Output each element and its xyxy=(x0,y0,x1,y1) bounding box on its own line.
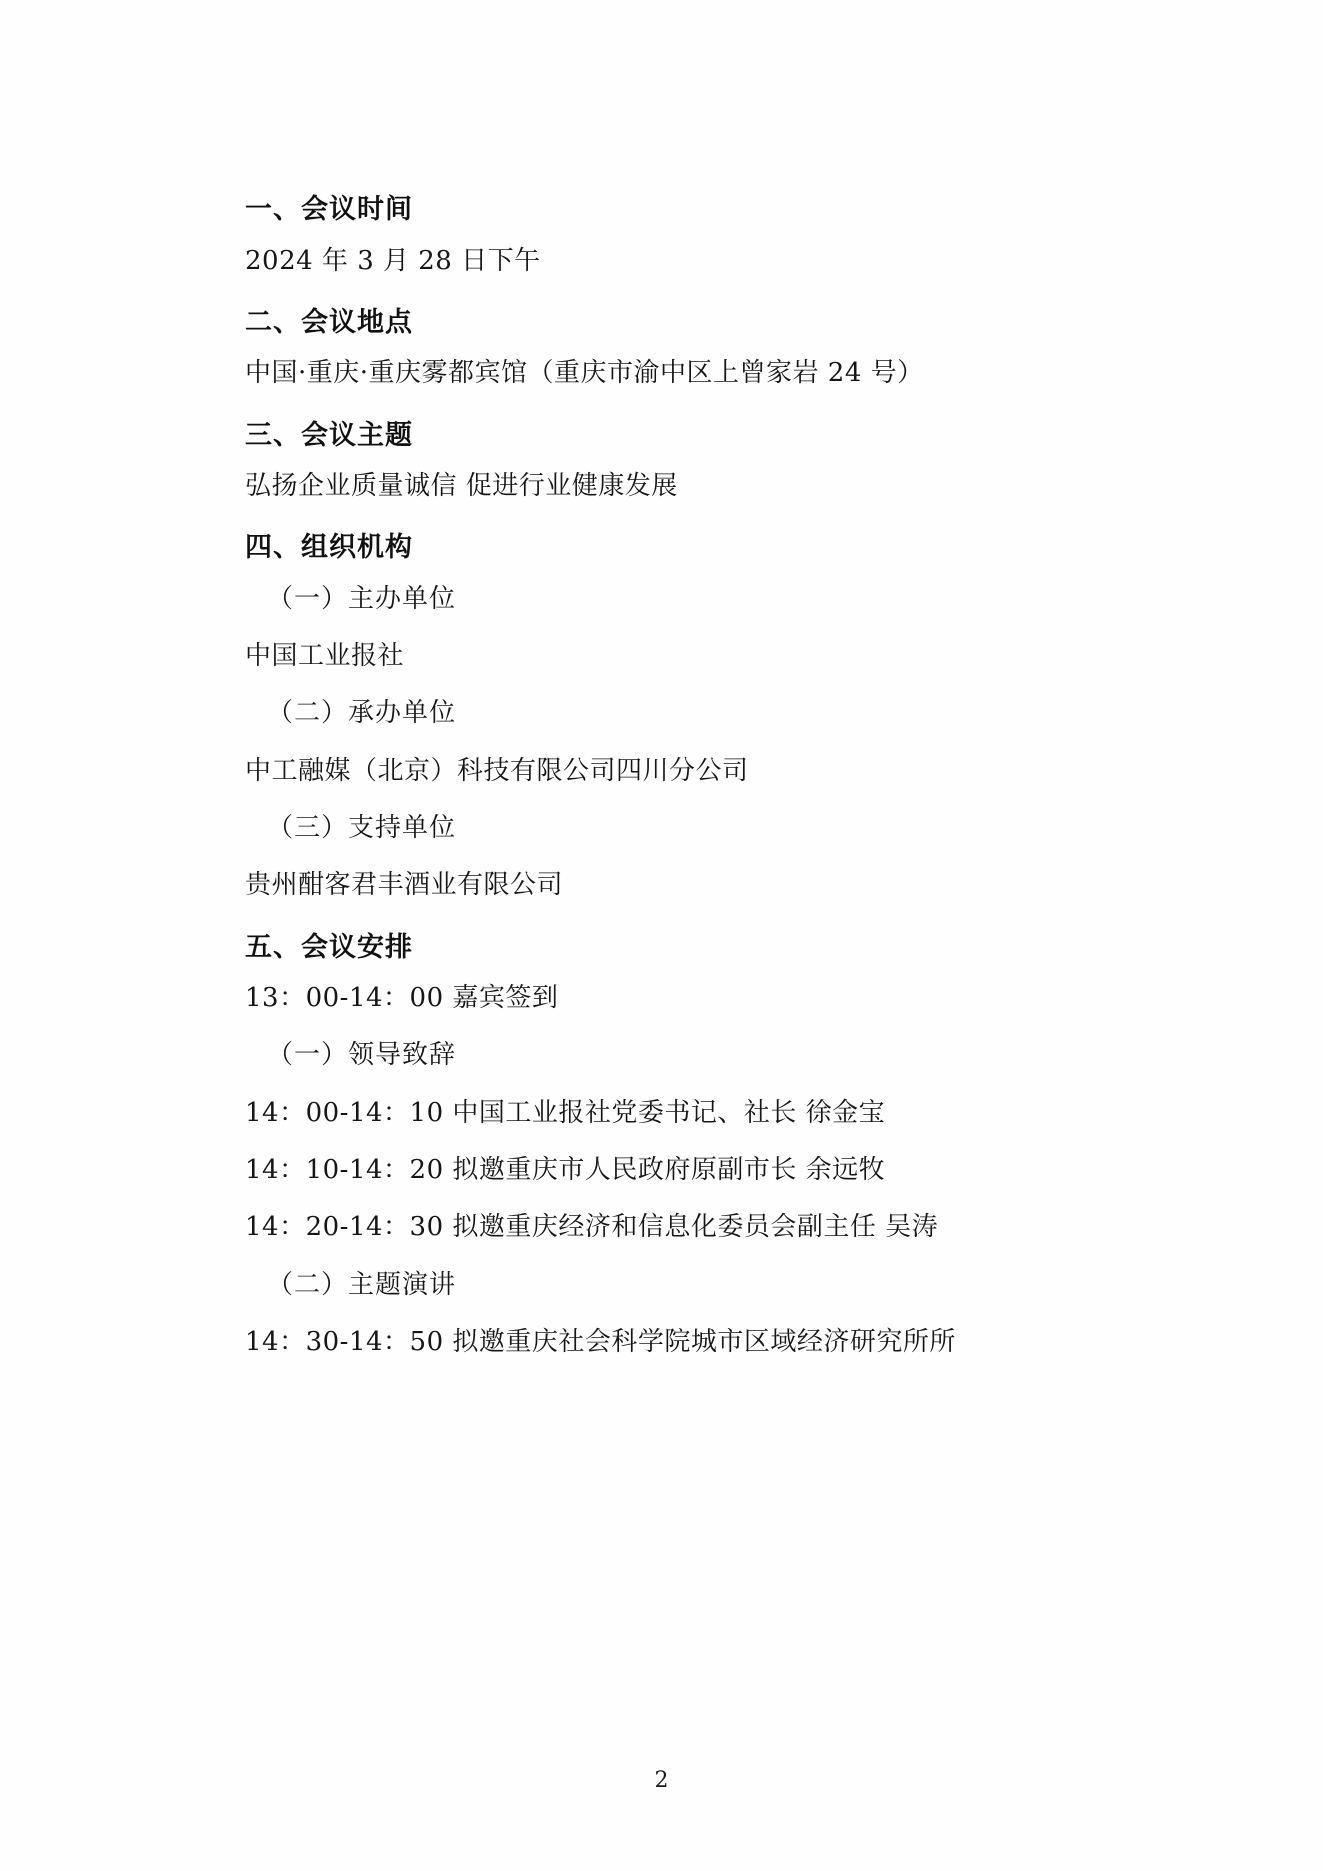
agenda-item-speech-3: 14：20-14：30 拟邀重庆经济和信息化委员会副主任 吴涛 xyxy=(245,1212,939,1243)
agenda-item-speech-1: 14：00-14：10 中国工业报社党委书记、社长 徐金宝 xyxy=(245,1097,886,1128)
page-number: 2 xyxy=(654,1768,669,1793)
document-body xyxy=(245,190,1173,1362)
host-unit-value: 中国工业报社 xyxy=(245,641,405,672)
section-heading-meeting-theme: 三、会议主题 xyxy=(245,419,413,451)
section-heading-organization: 四、组织机构 xyxy=(245,532,413,564)
agenda-item-registration: 13：00-14：00 嘉宾签到 xyxy=(245,983,559,1014)
subsection-support-unit-label: （三）支持单位 xyxy=(267,813,457,844)
meeting-theme-value: 弘扬企业质量诚信 促进行业健康发展 xyxy=(245,471,678,502)
subsection-leader-speech-label: （一）领导致辞 xyxy=(267,1040,457,1071)
support-unit-value: 贵州酣客君丰酒业有限公司 xyxy=(245,870,564,901)
meeting-time-value: 2024 年 3 月 28 日下午 xyxy=(245,245,541,276)
organizer-unit-value: 中工融媒（北京）科技有限公司四川分公司 xyxy=(245,755,749,786)
section-heading-meeting-location: 二、会议地点 xyxy=(245,306,413,338)
agenda-item-keynote-1: 14：30-14：50 拟邀重庆社会科学院城市区域经济研究所所 xyxy=(245,1326,956,1357)
agenda-item-speech-2: 14：10-14：20 拟邀重庆市人民政府原副市长 余远牧 xyxy=(245,1155,886,1186)
meeting-location-value: 中国·重庆·重庆雾都宾馆（重庆市渝中区上曾家岩 24 号） xyxy=(245,358,924,389)
subsection-keynote-label: （二）主题演讲 xyxy=(267,1269,457,1300)
section-heading-agenda: 五、会议安排 xyxy=(245,931,413,963)
subsection-host-unit-label: （一）主办单位 xyxy=(267,583,457,614)
section-heading-meeting-time: 一、会议时间 xyxy=(245,194,413,225)
subsection-organizer-unit-label: （二）承办单位 xyxy=(267,698,457,729)
